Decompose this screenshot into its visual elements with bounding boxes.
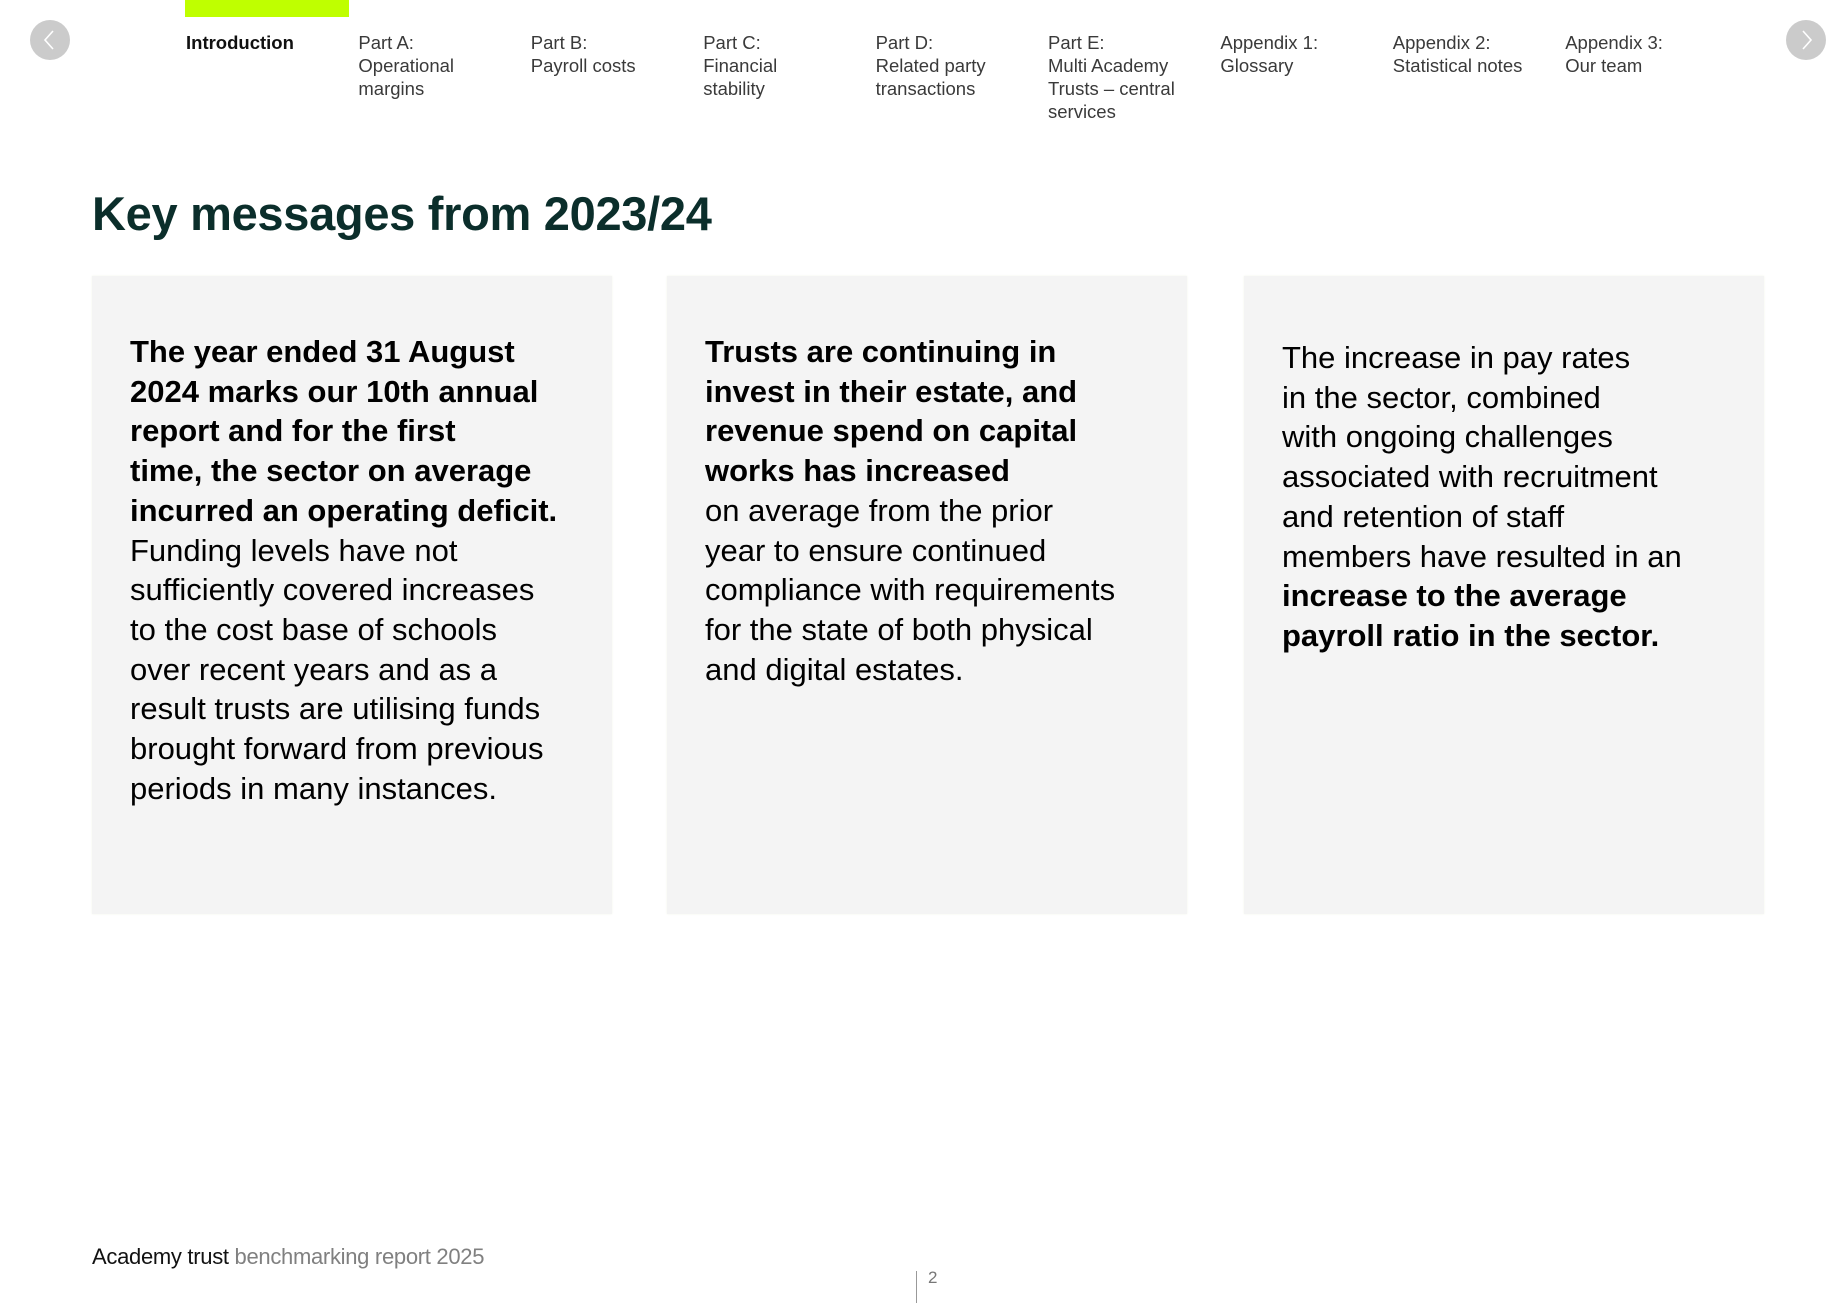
nav-tab-label: Appendix 3: (1565, 32, 1663, 53)
nav-tab-part-b-payroll-costs[interactable] (531, 31, 691, 77)
nav-tab-part-d-related-party-transactions[interactable] (876, 31, 1036, 100)
nav-tab-label: Payroll costs (530, 55, 636, 76)
key-message-highlight-line: 2024 marks our 10th annual (130, 373, 539, 409)
nav-tab-label: services (1048, 101, 1116, 122)
page-number: 2 (928, 1268, 938, 1287)
key-message-line: in the sector, combined (1282, 379, 1601, 415)
key-message-highlight-line: incurred an operating deficit. (130, 492, 558, 528)
nav-tab-label: Introduction (186, 32, 294, 53)
key-message-text (130, 332, 557, 808)
nav-tab-appendix-2-statistical-notes[interactable] (1393, 31, 1553, 77)
nav-tab-label: Related party (875, 55, 986, 76)
nav-tab-label: Financial (703, 55, 778, 76)
key-message-line: and digital estates. (705, 651, 964, 687)
nav-tab-label: Appendix 1: (1220, 32, 1319, 53)
nav-tab-label: Part D: (875, 32, 934, 53)
key-message-highlight-line: revenue spend on capital (705, 413, 1078, 449)
nav-tab-part-c-financial-stability[interactable] (703, 31, 863, 100)
chevron-right-icon (1786, 20, 1826, 60)
key-message-line: with ongoing challenges (1282, 419, 1613, 455)
nav-tab-label: Multi Academy (1048, 55, 1169, 76)
nav-tab-label: Statistical notes (1392, 55, 1523, 76)
key-message-highlight-line: Trusts are continuing in (705, 334, 1057, 369)
key-message-line: and retention of staff (1282, 498, 1565, 534)
footer-title (92, 1244, 484, 1270)
nav-tab-label: Appendix 2: (1392, 32, 1491, 53)
key-message-text (1282, 338, 1682, 656)
key-message-line: sufficiently covered increases (130, 572, 535, 608)
key-message-line: over recent years and as a (130, 651, 498, 687)
key-message-line: brought forward from previous (130, 731, 544, 767)
nav-tab-label: Part A: (358, 32, 414, 53)
key-message-highlight-line: works has increased (705, 453, 1010, 489)
nav-tab-introduction[interactable] (186, 31, 346, 54)
active-section-indicator (185, 0, 349, 17)
nav-tab-label: stability (703, 78, 765, 99)
chevron-left-icon (30, 20, 70, 60)
nav-tab-appendix-3-our-team[interactable] (1565, 31, 1725, 77)
nav-tab-label: transactions (875, 78, 976, 99)
nav-tab-label: margins (358, 78, 425, 99)
nav-tab-appendix-1-glossary[interactable] (1220, 31, 1380, 77)
footer-title-secondary: benchmarking report 2025 (234, 1244, 485, 1269)
key-message-card (92, 276, 612, 914)
key-message-text (705, 332, 1115, 689)
key-message-line: year to ensure continued (705, 532, 1047, 568)
nav-tab-label: Part C: (703, 32, 761, 53)
key-message-line: to the cost base of schools (130, 611, 498, 647)
page-number-divider (916, 1271, 917, 1303)
key-message-highlight-line: The year ended 31 August (130, 334, 515, 369)
nav-tab-part-e-multi-academy-trusts-central-services[interactable] (1048, 31, 1208, 123)
key-message-line: compliance with requirements (705, 572, 1116, 608)
key-message-line: on average from the prior (705, 492, 1054, 528)
nav-tab-label: Our team (1565, 55, 1643, 76)
key-message-line: for the state of both physical (705, 611, 1093, 647)
key-message-line: result trusts are utilising funds (130, 691, 541, 727)
footer-title-primary: Academy trust (92, 1244, 229, 1269)
key-message-line: associated with recruitment (1282, 459, 1658, 495)
key-message-line: The increase in pay rates (1282, 340, 1631, 375)
page-title: Key messages from 2023/24 (92, 187, 712, 240)
key-message-card (1244, 276, 1764, 914)
key-message-highlight-line: report and for the first (130, 413, 456, 449)
nav-tab-label: Glossary (1220, 55, 1294, 76)
key-message-card (667, 276, 1187, 914)
nav-tab-label: Part E: (1048, 32, 1105, 53)
key-message-highlight-line: time, the sector on average (130, 453, 532, 489)
key-message-highlight-line: increase to the average (1282, 578, 1627, 614)
previous-page-button[interactable] (30, 20, 70, 60)
nav-tab-label: Part B: (530, 32, 588, 53)
nav-tab-label: Operational (358, 55, 455, 76)
nav-tab-label: Trusts – central (1048, 78, 1175, 99)
next-page-button[interactable] (1786, 20, 1826, 60)
key-message-line: Funding levels have not (130, 532, 458, 568)
key-message-highlight-line: payroll ratio in the sector. (1282, 617, 1660, 653)
key-message-line: periods in many instances. (130, 770, 498, 806)
key-message-line: members have resulted in an (1282, 538, 1682, 574)
nav-tab-part-a-operational-margins[interactable] (358, 31, 518, 100)
key-message-highlight-line: invest in their estate, and (705, 373, 1078, 409)
